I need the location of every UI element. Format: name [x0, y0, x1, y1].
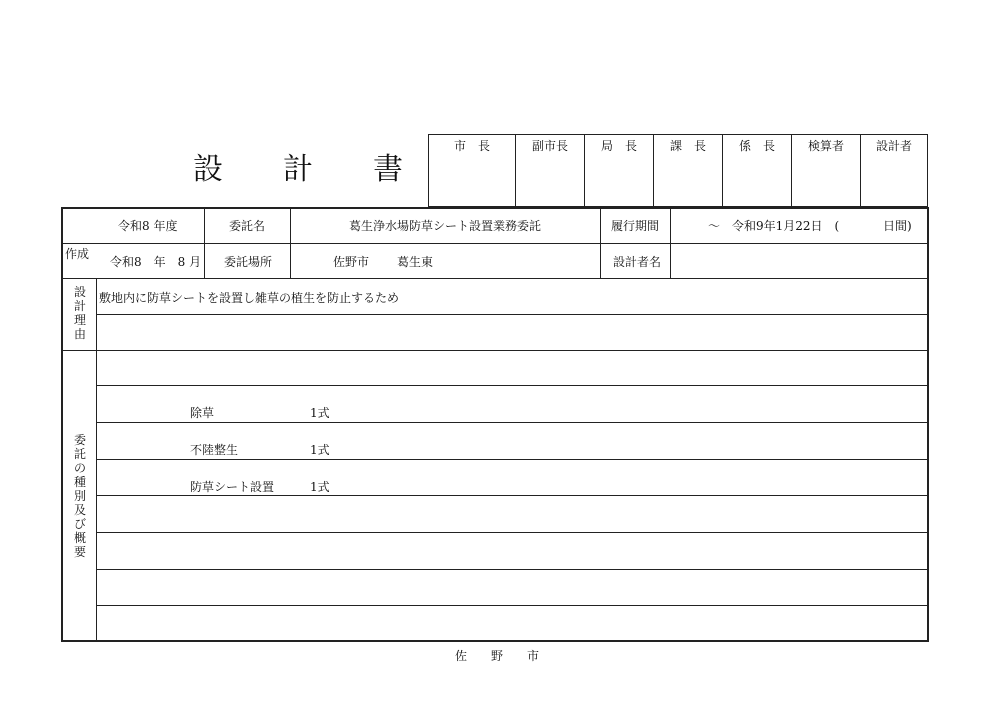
- created-value: 令和8 年 8 月: [110, 255, 202, 269]
- place-city: 佐野市: [333, 255, 370, 269]
- period-value: ～ 令和9年1月22日 (: [708, 219, 840, 233]
- design-form: [61, 207, 929, 642]
- summary-item-name: 除草: [190, 406, 215, 420]
- title-char-3: 書: [373, 152, 403, 187]
- created-label: 作成: [65, 247, 90, 261]
- summary-item-qty: 1式: [310, 443, 330, 457]
- approval-vice-mayor: 副市長: [515, 135, 584, 206]
- row-divider: [96, 314, 927, 315]
- footer-city: 佐 野 市: [455, 649, 540, 663]
- row-divider: [96, 459, 927, 460]
- approval-table: [428, 134, 928, 207]
- approval-director: 局 長: [584, 135, 653, 206]
- summary-label: 委託の種別及び概要: [73, 433, 86, 559]
- col-divider: [670, 209, 671, 278]
- row-divider: [96, 569, 927, 570]
- label-col-divider: [96, 278, 97, 640]
- summary-item-qty: 1式: [310, 406, 330, 420]
- row-divider: [63, 350, 927, 351]
- commission-name-value: 葛生浄水場防草シート設置業務委託: [349, 219, 542, 233]
- col-divider: [204, 209, 205, 278]
- summary-item-name: 防草シート設置: [190, 480, 275, 494]
- col-divider: [290, 209, 291, 278]
- commission-name-label: 委託名: [229, 219, 266, 233]
- reason-text: 敷地内に防草シートを設置し雑草の植生を防止するため: [99, 291, 400, 305]
- row-divider: [63, 243, 927, 244]
- place-area: 葛生東: [397, 255, 434, 269]
- reason-label: 設計理由: [73, 285, 86, 341]
- row-divider: [96, 422, 927, 423]
- designer-label: 設計者名: [613, 255, 662, 269]
- period-days: 日間): [883, 219, 912, 233]
- approval-mayor: 市 長: [453, 139, 490, 153]
- title-char-1: 設: [193, 152, 223, 187]
- row-divider: [96, 385, 927, 386]
- row-divider: [96, 532, 927, 533]
- col-divider: [600, 209, 601, 278]
- approval-designer: 設計者: [860, 135, 927, 206]
- title-char-2: 計: [283, 152, 313, 187]
- summary-item-name: 不陸整生: [190, 443, 239, 457]
- row-divider: [63, 278, 927, 279]
- row-divider: [96, 605, 927, 606]
- row-divider: [96, 495, 927, 496]
- approval-section-chief: 課 長: [653, 135, 722, 206]
- place-label: 委託場所: [224, 255, 273, 269]
- period-label: 履行期間: [611, 219, 660, 233]
- approval-subsection-chief: 係 長: [722, 135, 791, 206]
- fiscal-year: 令和8 年度: [118, 219, 178, 233]
- approval-checker: 検算者: [791, 135, 860, 206]
- summary-item-qty: 1式: [310, 480, 330, 494]
